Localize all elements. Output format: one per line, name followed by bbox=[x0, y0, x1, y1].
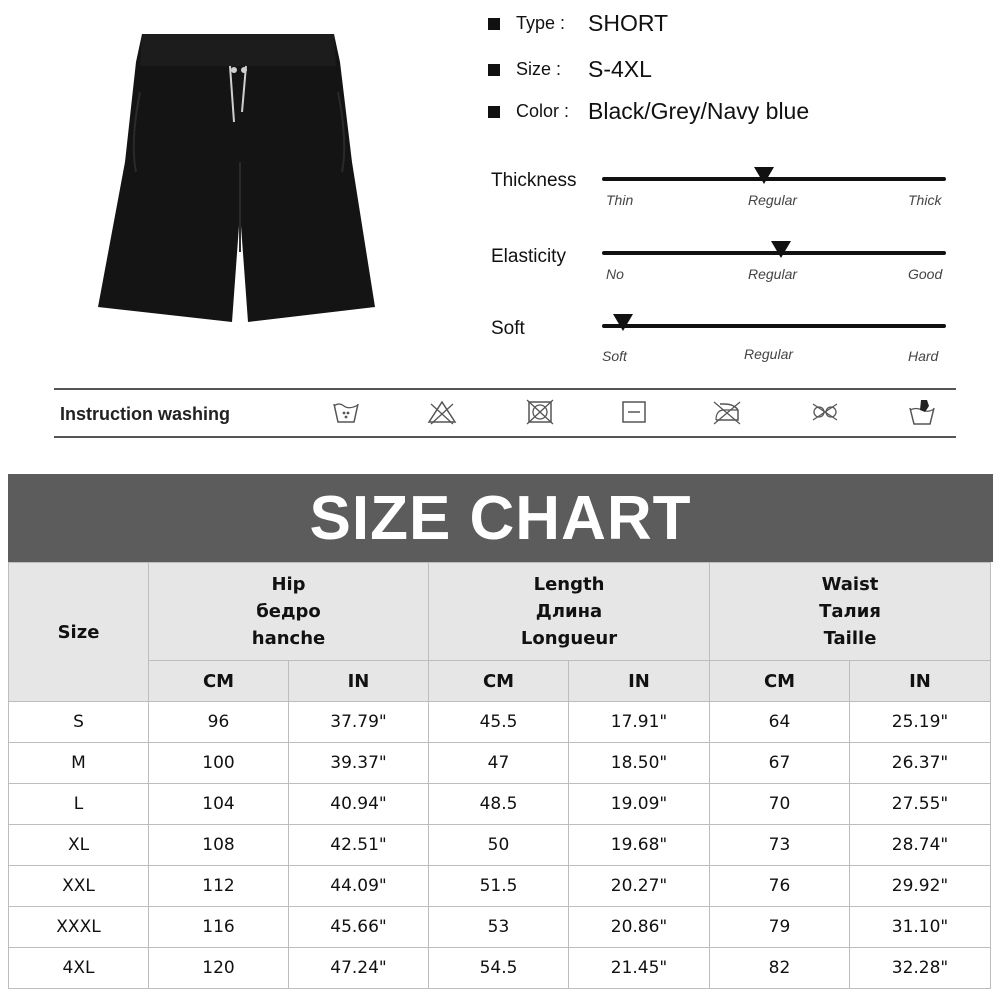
bullet-icon bbox=[488, 64, 500, 76]
unit-header: IN bbox=[569, 661, 710, 702]
size-cell: M bbox=[9, 743, 149, 784]
table-row bbox=[9, 907, 991, 948]
size-column-header: Size bbox=[9, 563, 149, 702]
rating-label: Regular bbox=[744, 346, 794, 362]
measurement-cell: 28.74" bbox=[850, 825, 991, 866]
spec-size bbox=[488, 56, 652, 83]
measurement-cell: 54.5 bbox=[429, 948, 569, 989]
measurement-cell: 96 bbox=[149, 702, 289, 743]
waist-group-header bbox=[710, 563, 991, 661]
spec-color-value: Black/Grey/Navy blue bbox=[588, 98, 810, 124]
table-row bbox=[9, 825, 991, 866]
size-cell: L bbox=[9, 784, 149, 825]
size-cell: S bbox=[9, 702, 149, 743]
no-dry-clean-icon bbox=[810, 398, 840, 426]
spec-size-value: S-4XL bbox=[588, 56, 652, 82]
measurement-cell: 73 bbox=[710, 825, 850, 866]
measurement-cell: 17.91" bbox=[569, 702, 710, 743]
measurement-cell: 21.45" bbox=[569, 948, 710, 989]
spec-color bbox=[488, 98, 809, 125]
measurement-cell: 47.24" bbox=[289, 948, 429, 989]
measurement-cell: 100 bbox=[149, 743, 289, 784]
rating-soft-title: Soft bbox=[491, 318, 525, 339]
unit-header: CM bbox=[429, 661, 569, 702]
measurement-cell: 45.66" bbox=[289, 907, 429, 948]
no-bleach-icon bbox=[427, 398, 457, 426]
rating-label: Hard bbox=[908, 348, 939, 364]
header-line: Талия bbox=[819, 601, 881, 622]
measurement-cell: 18.50" bbox=[569, 743, 710, 784]
table-row bbox=[9, 948, 991, 989]
unit-header: CM bbox=[710, 661, 850, 702]
measurement-cell: 19.09" bbox=[569, 784, 710, 825]
bullet-icon bbox=[488, 106, 500, 118]
rating-label: Regular bbox=[748, 266, 798, 282]
measurement-cell: 20.27" bbox=[569, 866, 710, 907]
measurement-cell: 47 bbox=[429, 743, 569, 784]
header-line: hanche bbox=[251, 628, 326, 649]
size-cell: XXXL bbox=[9, 907, 149, 948]
table-row bbox=[9, 743, 991, 784]
rating-soft-marker bbox=[613, 314, 633, 331]
measurement-cell: 48.5 bbox=[429, 784, 569, 825]
measurement-cell: 20.86" bbox=[569, 907, 710, 948]
rating-label: Good bbox=[908, 266, 943, 282]
wash-30-icon bbox=[331, 398, 361, 426]
flat-dry-icon bbox=[619, 398, 649, 426]
measurement-cell: 45.5 bbox=[429, 702, 569, 743]
measurement-cell: 82 bbox=[710, 948, 850, 989]
shorts-product-image bbox=[70, 22, 410, 337]
size-chart-table bbox=[8, 562, 991, 989]
measurement-cell: 112 bbox=[149, 866, 289, 907]
hand-wash-icon bbox=[907, 398, 937, 426]
rating-label: Thin bbox=[606, 192, 634, 208]
table-row bbox=[9, 702, 991, 743]
table-row bbox=[9, 784, 991, 825]
spec-type-label: Type : bbox=[516, 13, 566, 33]
table-row bbox=[9, 866, 991, 907]
length-group-header bbox=[429, 563, 710, 661]
measurement-cell: 44.09" bbox=[289, 866, 429, 907]
measurement-cell: 26.37" bbox=[850, 743, 991, 784]
measurement-cell: 64 bbox=[710, 702, 850, 743]
measurement-cell: 53 bbox=[429, 907, 569, 948]
measurement-cell: 19.68" bbox=[569, 825, 710, 866]
measurement-cell: 116 bbox=[149, 907, 289, 948]
spec-color-label: Color : bbox=[516, 101, 570, 121]
spec-type-value: SHORT bbox=[588, 10, 669, 36]
measurement-cell: 37.79" bbox=[289, 702, 429, 743]
size-cell: XXL bbox=[9, 866, 149, 907]
measurement-cell: 120 bbox=[149, 948, 289, 989]
measurement-cell: 31.10" bbox=[850, 907, 991, 948]
size-cell: 4XL bbox=[9, 948, 149, 989]
measurement-cell: 108 bbox=[149, 825, 289, 866]
measurement-cell: 42.51" bbox=[289, 825, 429, 866]
measurement-cell: 39.37" bbox=[289, 743, 429, 784]
measurement-cell: 50 bbox=[429, 825, 569, 866]
hip-group-header bbox=[149, 563, 429, 661]
unit-header: CM bbox=[149, 661, 289, 702]
measurement-cell: 104 bbox=[149, 784, 289, 825]
measurement-cell: 70 bbox=[710, 784, 850, 825]
rating-label: Thick bbox=[908, 192, 942, 208]
no-tumble-dry-icon bbox=[525, 398, 555, 426]
measurement-cell: 29.92" bbox=[850, 866, 991, 907]
unit-header: IN bbox=[850, 661, 991, 702]
header-line: Длина bbox=[535, 601, 603, 622]
rating-elasticity-title: Elasticity bbox=[491, 246, 566, 267]
measurement-cell: 76 bbox=[710, 866, 850, 907]
spec-type bbox=[488, 10, 668, 37]
rating-elasticity-marker bbox=[771, 241, 791, 258]
measurement-cell: 67 bbox=[710, 743, 850, 784]
measurement-cell: 79 bbox=[710, 907, 850, 948]
bullet-icon bbox=[488, 18, 500, 30]
measurement-cell: 40.94" bbox=[289, 784, 429, 825]
header-line: Longueur bbox=[520, 628, 618, 649]
rating-thickness-marker bbox=[754, 167, 774, 184]
measurement-cell: 32.28" bbox=[850, 948, 991, 989]
header-line: Length bbox=[533, 574, 605, 595]
measurement-cell: 25.19" bbox=[850, 702, 991, 743]
measurement-cell: 27.55" bbox=[850, 784, 991, 825]
measurement-cell: 51.5 bbox=[429, 866, 569, 907]
washing-title: Instruction washing bbox=[60, 404, 231, 424]
size-cell: XL bbox=[9, 825, 149, 866]
iron-low-icon bbox=[712, 398, 742, 426]
size-chart-title: SIZE CHART bbox=[309, 483, 692, 553]
unit-header: IN bbox=[289, 661, 429, 702]
rating-soft-bar bbox=[602, 324, 946, 328]
rating-label: Soft bbox=[602, 348, 627, 364]
rating-label: Regular bbox=[748, 192, 798, 208]
header-line: Hip bbox=[271, 574, 306, 595]
header-line: Waist bbox=[821, 574, 879, 595]
spec-size-label: Size : bbox=[516, 59, 562, 79]
size-chart-body bbox=[9, 702, 991, 989]
rating-thickness-title: Thickness bbox=[491, 170, 577, 191]
header-line: Taille bbox=[823, 628, 877, 649]
rating-thickness-bar bbox=[602, 177, 946, 181]
header-line: бедро bbox=[256, 601, 321, 622]
rating-label: No bbox=[606, 266, 624, 282]
